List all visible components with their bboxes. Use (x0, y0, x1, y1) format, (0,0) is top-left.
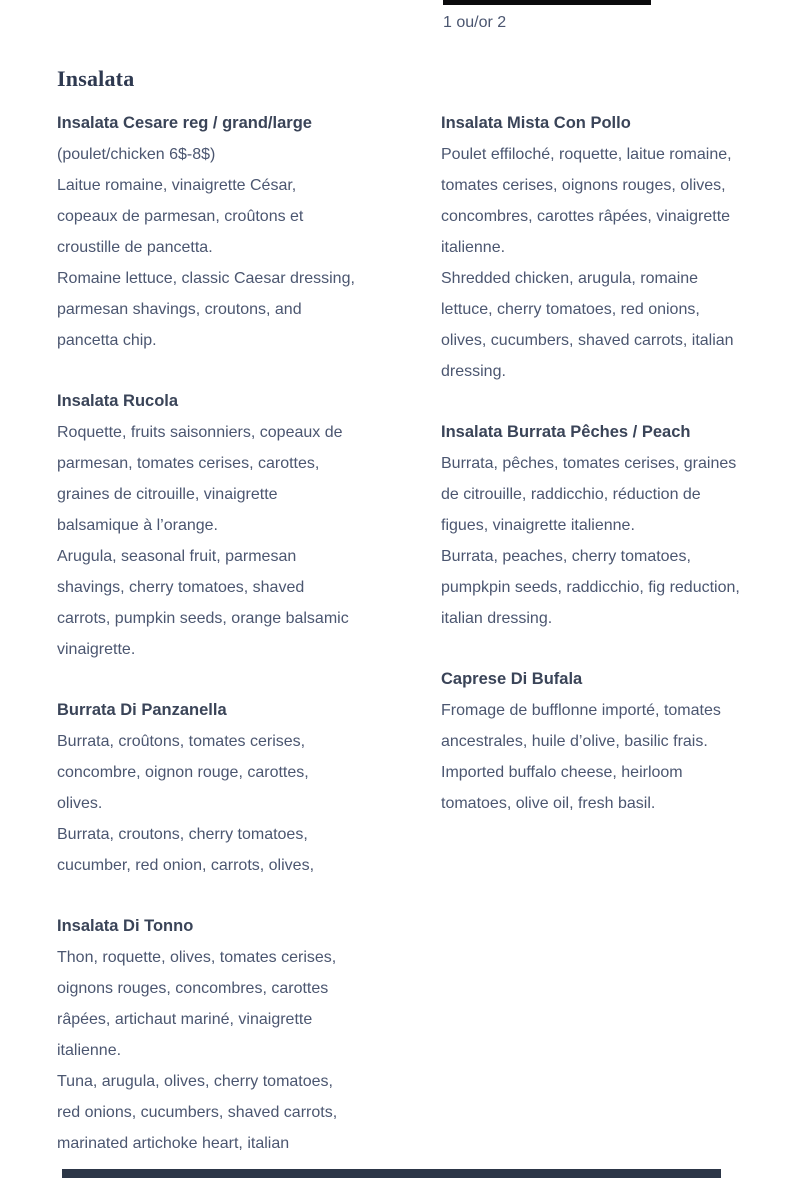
previous-section-image-edge (443, 0, 651, 5)
menu-item-caprese-di-bufala (441, 664, 741, 819)
menu-item-desc-en: Romaine lettuce, classic Caesar dressing, parmesan shavings, croutons, and pancetta chip. (57, 270, 355, 349)
portion-note: 1 ou/or 2 (443, 14, 507, 31)
menu-item-desc-fr: Thon, roquette, olives, tomates cerises, oignons rouges, concombres, carottes râpées, artichaut mariné, vinaigrette italienne. (57, 949, 337, 1059)
menu-item-desc-fr: Fromage de bufflonne importé, tomates ancestrales, huile d’olive, basilic frais. (441, 702, 721, 750)
menu-item-desc-fr: Burrata, croûtons, tomates cerises, concombre, oignon rouge, carottes, olives. (57, 733, 309, 812)
menu-item-desc-en: Imported buffalo cheese, heirloom tomatoes, olive oil, fresh basil. (441, 764, 683, 812)
menu-item-desc-fr: Roquette, fruits saisonniers, copeaux de parmesan, tomates cerises, carottes, graines de citrouille, vinaigrette balsamique à l’orange. (57, 424, 343, 534)
menu-item-title: Insalata Mista Con Pollo (441, 114, 631, 132)
menu-item-insalata-rucola (57, 386, 357, 665)
menu-columns (57, 108, 785, 1159)
menu-item-desc-fr: Poulet effiloché, roquette, laitue romaine, tomates cerises, oignons rouges, olives, concombres, carottes râpées, vinaigrette italienne. (441, 146, 732, 256)
menu-item-desc-en: Burrata, peaches, cherry tomatoes, pumpkpin seeds, raddicchio, fig reduction, italian dressing. (441, 548, 740, 627)
menu-item-insalata-mista-con-pollo (441, 108, 741, 387)
menu-item-title: Insalata Di Tonno (57, 917, 194, 935)
menu-item-title: Burrata Di Panzanella (57, 701, 227, 719)
menu-item-title: Caprese Di Bufala (441, 670, 583, 688)
menu-item-burrata-di-panzanella (57, 695, 357, 881)
menu-item-title: Insalata Burrata Pêches / Peach (441, 423, 691, 441)
menu-item-desc-en: Arugula, seasonal fruit, parmesan shavings, cherry tomatoes, shaved carrots, pumpkin seeds, orange balsamic vinaigrette. (57, 548, 349, 658)
menu-column-left (57, 108, 357, 1159)
section-title: Insalata (57, 66, 135, 91)
menu-item-title: Insalata Cesare reg / grand/large (57, 114, 312, 132)
menu-item-desc-en: Shredded chicken, arugula, romaine lettuce, cherry tomatoes, red onions, olives, cucumbers, shaved carrots, italian dressing. (441, 270, 734, 380)
menu-item-desc-en: Tuna, arugula, olives, cherry tomatoes, red onions, cucumbers, shaved carrots, (57, 1073, 338, 1121)
menu-item-insalata-cesare (57, 108, 357, 356)
menu-item-note: (poulet/chicken 6$-8$) (57, 146, 216, 163)
menu-item-desc-fr: Laitue romaine, vinaigrette César, copeaux de parmesan, croûtons et croustille de pancetta. (57, 177, 304, 256)
menu-item-desc-fr: Burrata, pêches, tomates cerises, graines de citrouille, raddicchio, réduction de figues, vinaigrette italienne. (441, 455, 737, 534)
menu-item-title: Insalata Rucola (57, 392, 179, 410)
menu-item-insalata-burrata-peches (441, 417, 741, 634)
next-section-image-edge (62, 1169, 721, 1178)
menu-item-desc-en-cont: marinated artichoke heart, italian (57, 1135, 290, 1152)
menu-item-insalata-di-tonno (57, 911, 357, 1159)
menu-column-right (441, 108, 741, 819)
menu-item-desc-en: Burrata, croutons, cherry tomatoes, cucumber, red onion, carrots, olives, (57, 826, 315, 874)
